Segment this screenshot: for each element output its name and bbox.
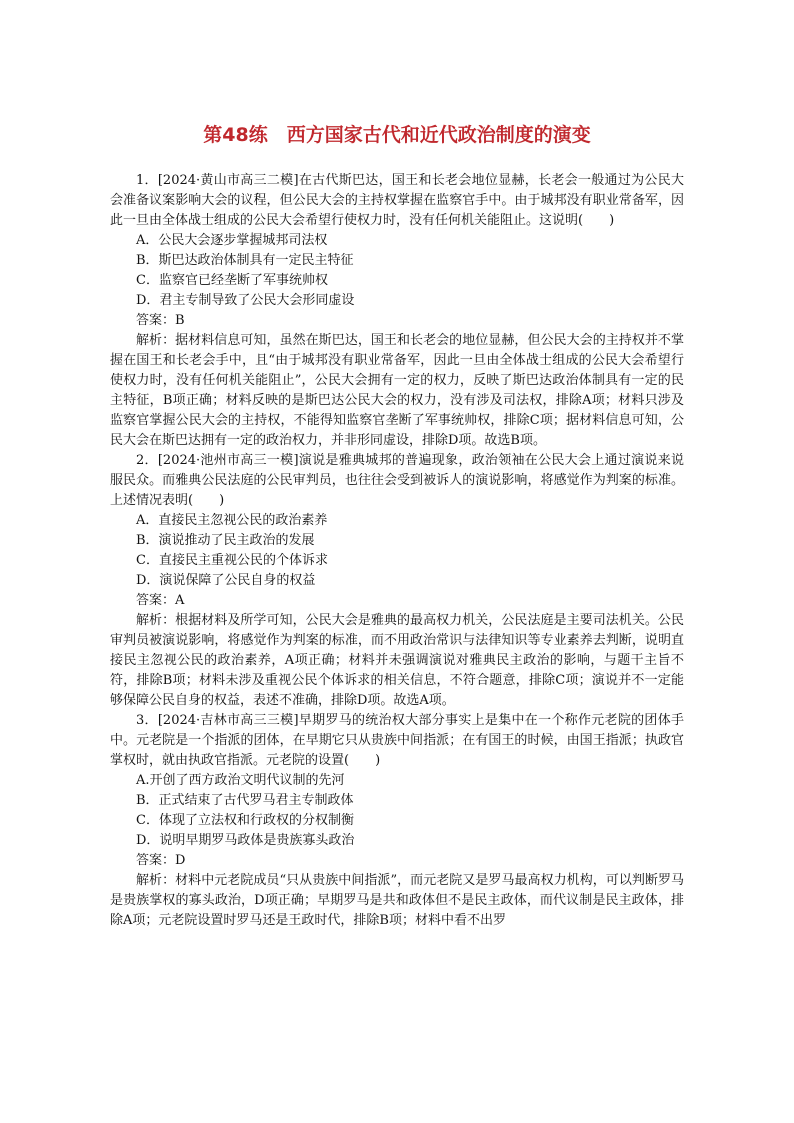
answer: 答案：A <box>136 593 185 608</box>
question-stem: 1．[2024·黄山市高三二模]在古代斯巴达，国王和长老会地位显赫，长老会一般通过为公民大会准备议案影响大会的议程，但公民大会的主持权掌握在监察官手中。由于城邦没有职业常备军，因此一旦由全体战士组成的公民大会希望行使权力时，没有任何机关能阻止。这说明( ) <box>110 173 684 228</box>
option-a: A．直接民主忽视公民的政治素养 <box>136 513 328 528</box>
option-a: A．公民大会逐步掌握城邦司法权 <box>136 233 328 248</box>
option-c: C．体现了立法权和行政权的分权制衡 <box>136 813 354 828</box>
question-stem: 3．[2024·吉林市高三三模]早期罗马的统治权大部分事实上是集中在一个称作元老院的团体手中。元老院是一个指派的团体，在早期它只从贵族中间指派；在有国王的时候，由国王指派；执政官掌权时，就由执政官指派。元老院的设置( ) <box>110 713 684 768</box>
answer: 答案：B <box>136 313 185 328</box>
question-1 <box>110 171 684 451</box>
analysis: 解析：根据材料及所学可知，公民大会是雅典的最高权力机关，公民法庭是主要司法机关。公民审判员被演说影响，将感觉作为判案的标准，而不用政治常识与法律知识等专业素养去判断，说明直接民主忽视公民的政治素养，A项正确；材料并未强调演说对雅典民主政治的影响，与题干主旨不符，排除B项；材料未涉及重视公民个体诉求的相关信息，不符合题意，排除C项；演说并不一定能够保障公民自身的权益，表述不准确，排除D项。故选A项。 <box>110 613 684 708</box>
option-d: D．说明早期罗马政体是贵族寡头政治 <box>136 833 355 848</box>
option-b: B．斯巴达政治体制具有一定民主特征 <box>136 253 354 268</box>
option-a: A.开创了西方政治文明代议制的先河 <box>136 773 345 788</box>
option-b: B．演说推动了民主政治的发展 <box>136 533 315 548</box>
option-b: B．正式结束了古代罗马君主专制政体 <box>136 793 354 808</box>
analysis: 解析：据材料信息可知，虽然在斯巴达，国王和长老会的地位显赫，但公民大会的主持权并不掌握在国王和长老会手中，且“由于城邦没有职业常备军，因此一旦由全体战士组成的公民大会希望行使权力时，没有任何机关能阻止”，公民大会拥有一定的权力，反映了斯巴达政治体制具有一定的民主特征，B项正确；材料反映的是斯巴达公民大会的权力，没有涉及司法权，排除A项；材料只涉及监察官掌握公民大会的主持权，不能得知监察官垄断了军事统帅权，排除C项；据材料信息可知，公民大会在斯巴达拥有一定的政治权力，并非形同虚设，排除D项。故选B项。 <box>110 333 684 448</box>
option-c: C．监察官已经垄断了军事统帅权 <box>136 273 328 288</box>
question-3 <box>110 711 684 931</box>
question-stem: 2．[2024·池州市高三一模]演说是雅典城邦的普遍现象，政治领袖在公民大会上通过演说来说服民众。而雅典公民法庭的公民审判员，也往往会受到被诉人的演说影响，将感觉作为判案的标准。上述情况表明( ) <box>110 453 684 508</box>
answer: 答案：D <box>136 853 186 868</box>
option-d: D．君主专制导致了公民大会形同虚设 <box>136 293 355 308</box>
analysis: 解析：材料中元老院成员“只从贵族中间指派”，而元老院又是罗马最高权力机构，可以判断罗马是贵族掌权的寡头政治，D项正确；早期罗马是共和政体但不是民主政体，而代议制是民主政体，排除A项；元老院设置时罗马还是王政时代，排除B项；材料中看不出罗 <box>110 873 684 928</box>
page-title: 第48练 西方国家古代和近代政治制度的演变 <box>203 124 591 146</box>
option-d: D．演说保障了公民自身的权益 <box>136 573 316 588</box>
option-c: C．直接民主重视公民的个体诉求 <box>136 553 328 568</box>
question-2 <box>110 451 684 711</box>
